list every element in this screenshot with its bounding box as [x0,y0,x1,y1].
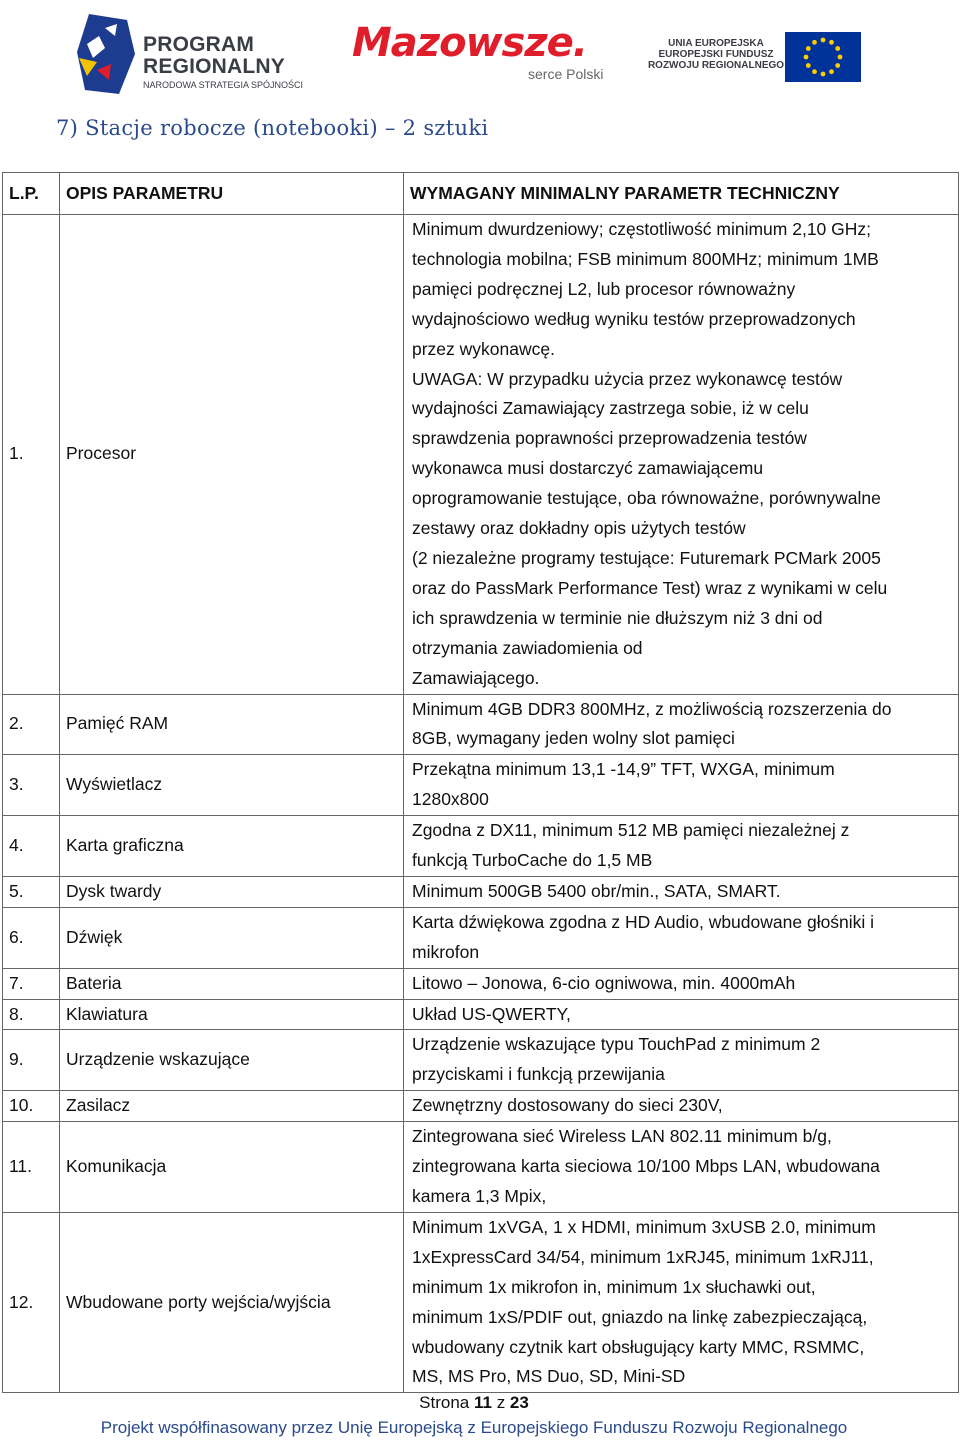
row-lp: 2. [3,694,60,755]
requirement-line: kamera 1,3 Mpix, [412,1186,547,1206]
row-requirement [404,755,959,816]
table-row [3,1122,959,1213]
requirement-line: Zintegrowana sieć Wireless LAN 802.11 minimum b/g, [412,1126,832,1147]
requirement-line: sprawdzenia poprawności przeprowadzenia testów [412,428,807,449]
row-requirement [404,1122,959,1213]
requirement-line: oprogramowanie testujące, oba równoważne, porównywalne [412,488,881,509]
requirement-line: pamięci podręcznej L2, lub procesor równoważny [412,278,796,299]
requirement-line: Zewnętrzny dostosowany do sieci 230V, [412,1095,723,1116]
row-lp: 1. [3,215,60,695]
header-lp: L.P. [3,173,60,215]
requirement-line: UWAGA: W przypadku użycia przez wykonawcę testów [412,368,843,389]
requirement-line: ich sprawdzenia w terminie nie dłuższym niż 3 dni od [412,607,823,628]
row-lp: 6. [3,907,60,968]
requirement-line: Przekątna minimum 13,1 -14,9” TFT, WXGA, minimum [412,759,835,780]
requirement-line: Karta dźwiękowa zgodna z HD Audio, wbudowane głośniki i [412,911,875,932]
requirement-line: Zgodna z DX11, minimum 512 MB pamięci niezależnej z [412,820,850,841]
requirement-line: wykonawca musi dostarczyć zamawiającemu [412,458,764,479]
header-param: OPIS PARAMETRU [60,173,404,215]
row-lp: 3. [3,755,60,816]
header-req: WYMAGANY MINIMALNY PARAMETR TECHNICZNY [404,173,959,215]
eu-star-icon [838,55,843,60]
eu-logo [640,32,865,84]
requirement-line: Układ US-QWERTY, [412,1003,571,1024]
table-row [3,1030,959,1091]
eu-star-icon [835,63,840,68]
requirement-line: funkcją TurboCache do 1,5 MB [412,850,653,871]
requirement-line: przez wykonawcę. [412,338,555,359]
requirement-line: (2 niezależne programy testujące: Futuremark PCMark 2005 [412,547,881,568]
row-requirement [404,876,959,907]
eu-star-icon [812,69,817,74]
row-requirement [404,1030,959,1091]
row-lp: 4. [3,816,60,877]
requirement-line: wbudowany czytnik kart obsługujący karty MMC, RSMMC, [412,1336,865,1357]
table-row [3,1212,959,1392]
requirement-line: mikrofon [412,941,480,962]
mazowsze-subtitle: serce Polski [528,66,604,82]
requirement-line: Zamawiającego. [412,667,540,688]
requirement-line: minimum 1x mikrofon in, minimum 1x słuchawki out, [412,1276,816,1297]
table-row [3,755,959,816]
row-param: Procesor [60,215,404,695]
requirement-line: MS, MS Pro, MS Duo, SD, Mini-SD [412,1366,686,1387]
requirement-line: zintegrowana karta sieciowa 10/100 Mbps LAN, wbudowana [412,1156,880,1177]
row-requirement [404,907,959,968]
row-lp: 12. [3,1212,60,1392]
row-requirement [404,694,959,755]
row-param: Urządzenie wskazujące [60,1030,404,1091]
section-title: 7) Stacje robocze (notebooki) – 2 sztuki [56,116,489,140]
row-requirement [404,1212,959,1392]
requirement-line: przyciskami i funkcją przewijania [412,1064,665,1085]
table-row [3,816,959,877]
program-regionalny-title: PROGRAM REGIONALNY [143,33,286,78]
eu-star-icon [806,63,811,68]
program-regionalny-subtitle: NARODOWA STRATEGIA SPÓJNOŚCI [143,80,304,90]
requirement-line: Minimum 4GB DDR3 800MHz, z możliwością rozszerzenia do [412,698,892,719]
requirement-line: Minimum 500GB 5400 obr/min., SATA, SMART. [412,880,781,901]
mazowsze-logo [352,20,612,96]
requirement-line: Minimum dwurdzeniowy; częstotliwość minimum 2,10 GHz; [412,219,872,239]
row-requirement [404,1091,959,1122]
header-logos [0,0,960,105]
row-lp: 11. [3,1122,60,1213]
row-lp: 7. [3,968,60,999]
requirement-line: minimum 1xS/PDIF out, gniazdo na linkę zabezpieczającą, [412,1306,868,1327]
eu-star-icon [821,38,826,43]
spec-table [2,172,959,1393]
program-regionalny-logo [75,14,325,98]
eu-star-icon [806,46,811,51]
eu-star-icon [835,46,840,51]
requirement-line: Minimum 1xVGA, 1 x HDMI, minimum 3xUSB 2.0, minimum [412,1216,876,1237]
requirement-line: 1280x800 [412,789,489,810]
table-row [3,999,959,1030]
footer-text: Projekt współfinasowany przez Unię Europejską z Europejskiego Funduszu Rozwoju Regionalnego [100,1418,848,1437]
table-row [3,215,959,695]
row-param: Pamięć RAM [60,694,404,755]
requirement-line: Urządzenie wskazujące typu TouchPad z minimum 2 [412,1034,821,1055]
row-lp: 9. [3,1030,60,1091]
row-param: Zasilacz [60,1091,404,1122]
eu-star-icon [812,40,817,45]
requirement-line: zestawy oraz dokładny opis użytych testów [412,518,746,539]
table-row [3,694,959,755]
row-param: Klawiatura [60,999,404,1030]
eu-star-icon [804,55,809,60]
row-requirement [404,968,959,999]
eu-logo-text: UNIA EUROPEJSKA EUROPEJSKI FUNDUSZ ROZWOJU REGIONALNEGO [647,38,785,71]
table-row [3,907,959,968]
row-lp: 10. [3,1091,60,1122]
row-param: Dźwięk [60,907,404,968]
page-number: Strona 11 z 23 [419,1393,529,1412]
row-param: Komunikacja [60,1122,404,1213]
requirement-line: oraz do PassMark Performance Test) wraz z wynikami w celu [412,577,888,598]
eu-flag-icon [785,32,861,82]
row-param: Wyświetlacz [60,755,404,816]
row-param: Bateria [60,968,404,999]
row-requirement [404,816,959,877]
requirement-line: wydajnościowo według wyniku testów przeprowadzonych [412,308,856,329]
eu-star-icon [821,72,826,77]
table-header-row [3,173,959,215]
row-requirement [404,215,959,695]
requirement-line: 8GB, wymagany jeden wolny slot pamięci [412,728,735,749]
row-param: Dysk twardy [60,876,404,907]
table-row [3,968,959,999]
eu-star-icon [829,40,834,45]
requirement-line: wydajności Zamawiający zastrzega sobie, iż w celu [412,398,809,419]
eu-star-icon [829,69,834,74]
row-lp: 5. [3,876,60,907]
table-row [3,1091,959,1122]
requirement-line: otrzymania zawiadomienia od [412,637,643,658]
requirement-line: 1xExpressCard 34/54, minimum 1xRJ45, minimum 1xRJ11, [412,1246,874,1267]
table-row [3,876,959,907]
row-param: Wbudowane porty wejścia/wyjścia [60,1212,404,1392]
row-param: Karta graficzna [60,816,404,877]
row-lp: 8. [3,999,60,1030]
mazowsze-title: Mazowsze. [352,20,587,66]
requirement-line: Litowo – Jonowa, 6-cio ogniwowa, min. 4000mAh [412,972,796,993]
requirement-line: technologia mobilna; FSB minimum 800MHz; minimum 1MB [412,248,879,269]
row-requirement [404,999,959,1030]
program-regionalny-emblem-icon [75,14,141,98]
